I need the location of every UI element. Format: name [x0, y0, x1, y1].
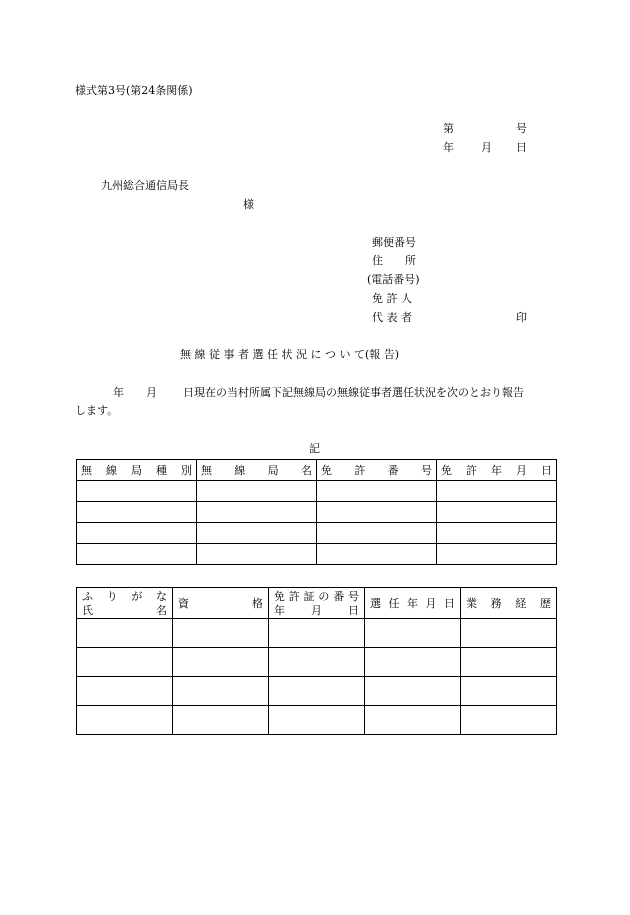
table-cell[interactable]	[77, 544, 197, 565]
table-cell[interactable]	[437, 544, 557, 565]
table-cell[interactable]	[317, 481, 437, 502]
table-cell[interactable]	[269, 619, 365, 648]
header-station-name: 無 線 局 名	[201, 463, 312, 477]
header-license-cert: 免 許 証 の 番 号 年 月 日	[274, 589, 359, 617]
table-row	[77, 619, 557, 648]
table-cell[interactable]	[77, 523, 197, 544]
station-table	[76, 459, 557, 565]
table-cell[interactable]	[317, 544, 437, 565]
table-cell[interactable]	[77, 502, 197, 523]
operator-table-header	[77, 588, 557, 619]
table-cell[interactable]	[77, 619, 173, 648]
postal-code-label: 郵便番号	[372, 236, 416, 249]
table-cell[interactable]	[173, 619, 269, 648]
table-cell[interactable]	[269, 648, 365, 677]
header-work-history: 業 務 経 歴	[466, 596, 551, 610]
header-station-type: 無 線 局 種 別	[81, 463, 192, 477]
table-row	[77, 648, 557, 677]
body-month: 月	[146, 386, 157, 399]
body-text-line2: します。	[75, 404, 119, 417]
table-row	[77, 523, 557, 544]
form-label: 様式第3号(第24条関係)	[75, 84, 193, 97]
document-title: 無 線 従 事 者 選 任 状 況 に つ い て(報 告)	[180, 348, 400, 361]
header-qualification: 資 格	[178, 596, 263, 610]
number-suffix: 号	[516, 122, 527, 135]
table-cell[interactable]	[365, 706, 461, 735]
date-year: 年	[443, 141, 454, 154]
table-cell[interactable]	[197, 544, 317, 565]
body-text-line1: 日現在の当村所属下記無線局の無線従事者選任状況を次のとおり報告	[183, 386, 524, 399]
body-year: 年	[113, 386, 124, 399]
station-table-header	[77, 460, 557, 481]
table-cell[interactable]	[437, 502, 557, 523]
table-cell[interactable]	[269, 677, 365, 706]
table-cell[interactable]	[77, 677, 173, 706]
table-cell[interactable]	[173, 677, 269, 706]
table-row	[77, 706, 557, 735]
addressee: 九州総合通信局長	[101, 179, 189, 192]
table-cell[interactable]	[197, 481, 317, 502]
representative-label: 代 表 者	[372, 311, 412, 324]
table-cell[interactable]	[77, 706, 173, 735]
table-cell[interactable]	[461, 619, 557, 648]
table-row	[77, 481, 557, 502]
number-prefix: 第	[443, 122, 454, 135]
date-month: 月	[481, 141, 492, 154]
table-cell[interactable]	[437, 481, 557, 502]
table-cell[interactable]	[317, 502, 437, 523]
table-row	[77, 677, 557, 706]
table-cell[interactable]	[461, 706, 557, 735]
operator-table	[76, 587, 557, 735]
table-cell[interactable]	[77, 481, 197, 502]
table-cell[interactable]	[461, 648, 557, 677]
table-cell[interactable]	[437, 523, 557, 544]
header-license-date: 免 許 年 月 日	[441, 463, 552, 477]
address-label: 住 所	[372, 254, 416, 267]
table-cell[interactable]	[269, 706, 365, 735]
table-row	[77, 502, 557, 523]
table-cell[interactable]	[197, 523, 317, 544]
table-cell[interactable]	[173, 706, 269, 735]
table-row	[77, 544, 557, 565]
honorific: 様	[243, 198, 254, 211]
ki-marker: 記	[309, 442, 320, 455]
table-cell[interactable]	[365, 677, 461, 706]
table-cell[interactable]	[173, 648, 269, 677]
table-cell[interactable]	[365, 619, 461, 648]
date-day: 日	[516, 141, 527, 154]
table-cell[interactable]	[461, 677, 557, 706]
header-license-number: 免 許 番 号	[321, 463, 432, 477]
table-cell[interactable]	[365, 648, 461, 677]
phone-label: (電話番号)	[367, 273, 420, 286]
table-cell[interactable]	[197, 502, 317, 523]
header-appointment-date: 選 任 年 月 日	[370, 596, 455, 610]
seal-mark: 印	[516, 311, 527, 324]
licensee-label: 免 許 人	[372, 292, 412, 305]
header-name: ふ り が な 氏 名	[82, 589, 167, 617]
number-line	[443, 123, 527, 134]
table-cell[interactable]	[317, 523, 437, 544]
table-cell[interactable]	[77, 648, 173, 677]
